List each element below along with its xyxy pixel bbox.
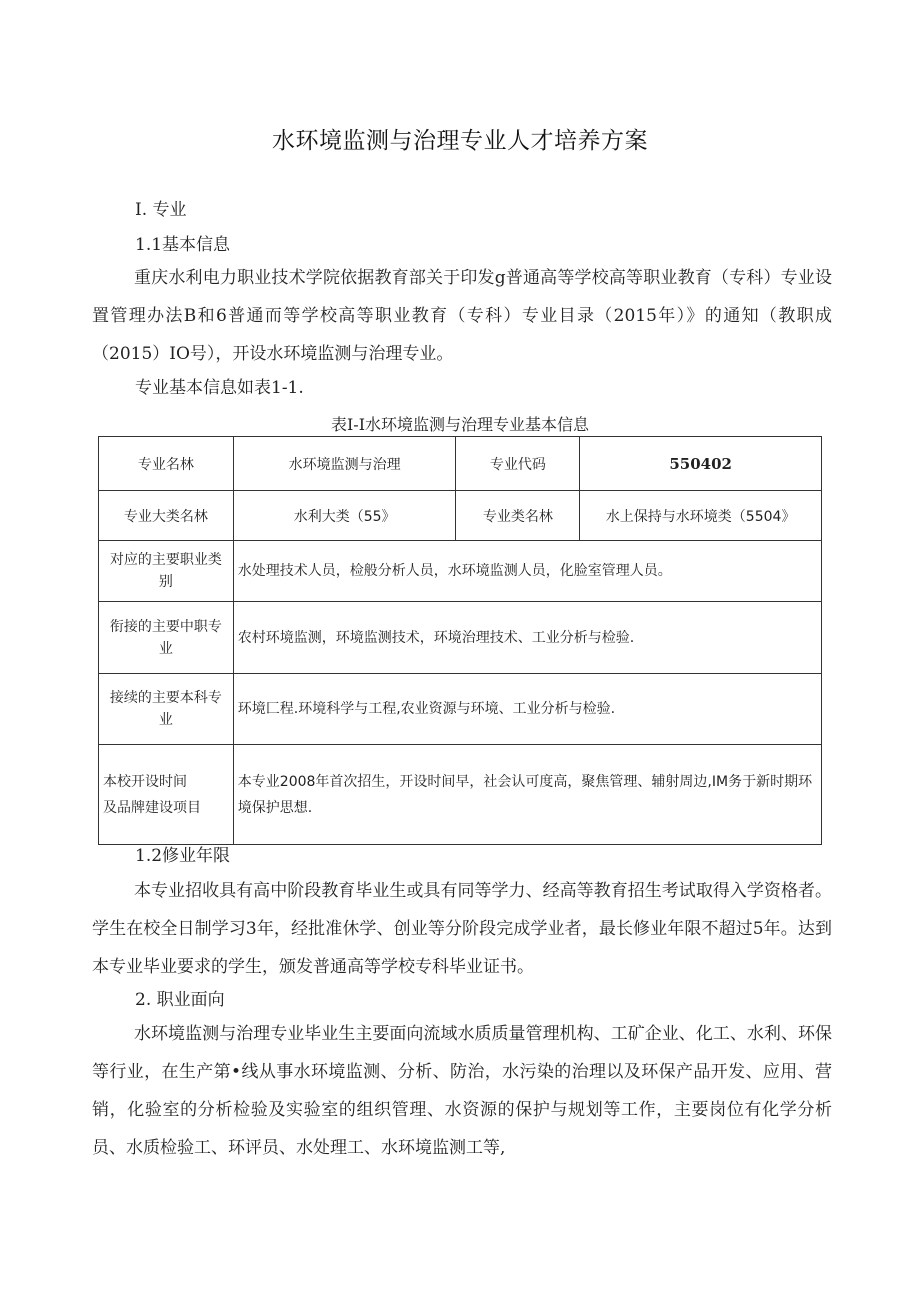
basic-info-table [98,436,822,845]
table-row [99,674,822,745]
occupation-value: 水处理技术人员，检般分析人员，水环境监测人员，化脸室管理人员。 [233,541,821,602]
table-row [99,745,822,845]
major-name-label: 专业名林 [99,437,234,491]
paragraph-basis: 重庆水利电力职业技术学院依据教育部关于印发g普通高等学校高等职业教育（专科）专业设置管理办法B和6普通而等学校高等职业教育（专科）专业目录（2015年）》的通知（教职成（2015）IO号），开设水环境监测与治理专业。 [92,268,832,364]
table-row [99,541,822,602]
table-row [99,602,822,674]
establishment-label [99,745,234,845]
table-row [99,437,822,491]
section-1-heading: I. 专业 [135,200,187,220]
establishment-label-line1: 本校开设时间 [103,773,187,790]
major-code-label: 专业代码 [456,437,580,491]
occupation-label: 对应的主要职业类别 [99,541,234,602]
secondary-major-label: 衔接的主要中职专业 [99,602,234,674]
establishment-value: 本专业2008年首次招生，开设时间早，社会认可度高，聚焦管理、辅射周边,IM务于新时期环境保护思想. [233,745,821,845]
table-row [99,491,822,541]
major-code-value: 550402 [580,437,822,491]
paragraph-study-years: 本专业招收具有高中阶段教育毕业生或具有同等学力、经高等教育招生考试取得入学资格者。学生在校全日制学习3年，经批准休学、创业等分阶段完成学业者，最长修业年限不超过5年。达到本专业毕业要求的学生，颁发普通高等学校专科毕业证书。 [92,881,832,977]
subcategory-name-label: 专业类名林 [456,491,580,541]
section-1-1-heading: 1.1基本信息 [135,235,231,255]
subcategory-name-value: 水上保持与水环境类（5504》 [580,491,822,541]
establishment-label-line2: 及品牌建设项目 [103,799,201,816]
category-name-value: 水利大类（55》 [233,491,456,541]
paragraph-career: 水环境监测与治理专业毕业生主要面向流域水质质量管理机构、工矿企业、化工、水利、环保等行业，在生产第•线从事水环境监测、分析、防治，水污染的治理以及环保产品开发、应用、营销，化验室的分析检验及实验室的组织管理、水资源的保护与规划等工作，主要岗位有化学分析员、水质检验工、环评员、水处理工、水环境监测工等, [92,1024,832,1158]
major-name-value: 水环境监测与治理 [233,437,456,491]
paragraph-table-ref: 专业基本信息如表1-1. [135,378,304,398]
document-title: 水环境监测与治理专业人才培养方案 [272,128,648,154]
section-2-heading: 2. 职业面向 [135,990,225,1010]
undergraduate-major-label: 接续的主要本科专业 [99,674,234,745]
secondary-major-value: 农村环境监测，环境监测技术，环境治理技术、工业分析与检验. [233,602,821,674]
undergraduate-major-value: 环境匚程.环境科学与工程,农业资源与环境、工业分析与检验. [233,674,821,745]
section-1-2-heading: 1.2修业年限 [135,846,231,866]
table-caption: 表I-I水环境监测与治理专业基本信息 [330,415,590,434]
category-name-label: 专业大类名林 [99,491,234,541]
